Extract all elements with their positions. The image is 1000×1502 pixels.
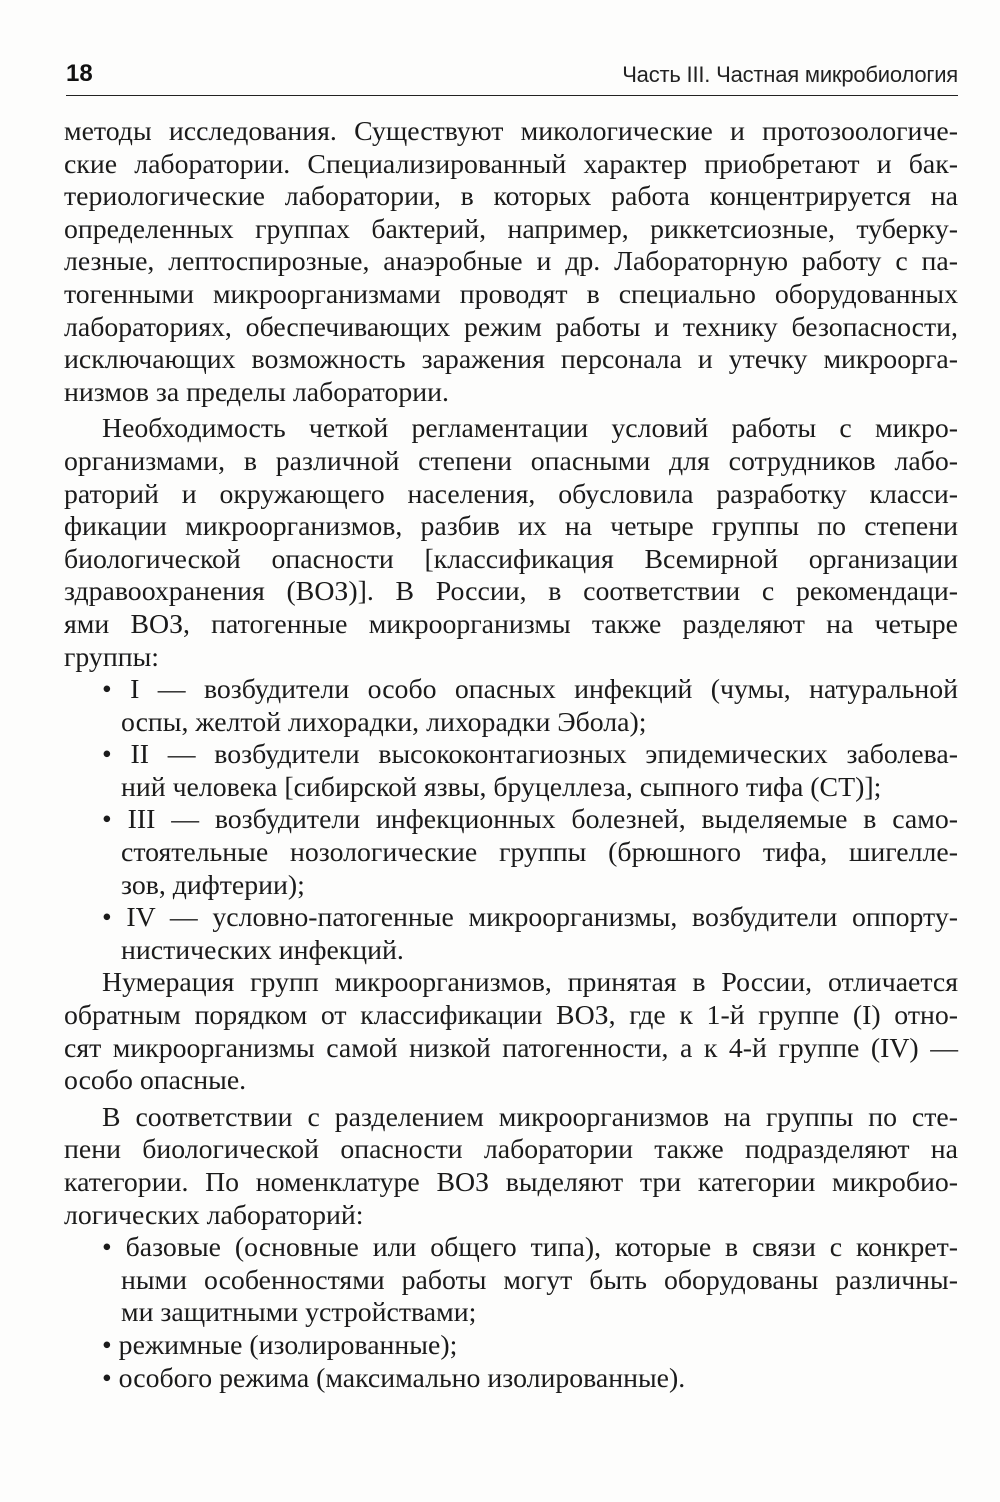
list-item: • II — возбудители высококонтагиозных эпидемических заболева- — [102, 739, 958, 771]
text-line: биологической опасности [классификация Всемирной организации — [64, 543, 958, 575]
text-line: Необходимость четкой регламентации условий работы с микро- — [102, 413, 958, 445]
text-line: В соответствии с разделением микроорганизмов на группы по сте- — [102, 1101, 958, 1133]
running-head — [66, 58, 958, 92]
list-item: • III — возбудители инфекционных болезней, выделяемые в само- — [102, 804, 958, 836]
text-line: ские лаборатории. Специализированный характер приобретают и бак- — [64, 148, 958, 180]
text-line: ми защитными устройствами; — [121, 1297, 477, 1329]
text-line: определенных группах бактерий, например, риккетсиозные, туберку- — [64, 213, 958, 245]
text-line: стоятельные нозологические группы (брюшного тифа, шигелле- — [121, 837, 958, 869]
text-line: териологические лаборатории, в которых работа концентрируется на — [64, 181, 958, 213]
text-line: оспы, желтой лихорадки, лихорадки Эбола); — [121, 706, 647, 738]
text-line: зов, дифтерии); — [121, 869, 305, 901]
text-line: тогенными микроорганизмами проводят в специально оборудованных — [64, 278, 958, 310]
list-item: • базовые (основные или общего типа), которые в связи с конкрет- — [102, 1232, 958, 1264]
text-line: логических лабораторий: — [64, 1199, 364, 1231]
text-line: лабораториях, обеспечивающих режим работы и технику безопасности, — [64, 311, 958, 343]
text-line: пени биологической опасности лаборатории также подразделяют на — [64, 1134, 958, 1166]
section-title: Часть III. Частная микробиология — [622, 62, 958, 87]
text-line: Нумерация групп микроорганизмов, принятая в России, отличается — [102, 967, 958, 999]
text-line: группы: — [64, 641, 159, 673]
text-line: сят микроорганизмы самой низкой патогенности, а к 4-й группе (IV) — — [64, 1032, 958, 1064]
text-line: ями ВОЗ, патогенные микроорганизмы также разделяют на четыре — [64, 608, 958, 640]
text-line: нистических инфекций. — [121, 934, 404, 966]
text-line: организмами, в различной степени опасными для сотрудников лабо- — [64, 445, 958, 477]
text-line: обратным порядком от классификации ВОЗ, где к 1-й группе (I) отно- — [64, 1000, 958, 1032]
text-line: здравоохранения (ВОЗ)]. В России, в соответствии с рекомендаци- — [64, 576, 958, 608]
text-line: ний человека [сибирской язвы, бруцеллеза, сыпного тифа (СТ)]; — [121, 771, 882, 803]
list-item: • режимные (изолированные); — [102, 1329, 458, 1361]
text-line: ными особенностями работы могут быть оборудованы различны- — [121, 1264, 958, 1296]
header-rule — [66, 95, 958, 96]
text-line: методы исследования. Существуют микологические и протозоологиче- — [64, 116, 958, 147]
text-line: фикации микроорганизмов, разбив их на четыре группы по степени — [64, 511, 958, 543]
list-item: • особого режима (максимально изолированные). — [102, 1362, 686, 1394]
text-line: особо опасные. — [64, 1065, 247, 1097]
text-line: низмов за пределы лаборатории. — [64, 376, 449, 408]
text-line: исключающих возможность заражения персонала и утечку микроорга- — [64, 344, 958, 376]
text-line: лезные, лептоспирозные, анаэробные и др. Лабораторную работу с па- — [64, 246, 958, 278]
page-number: 18 — [66, 60, 93, 87]
text-line: раторий и окружающего населения, обусловила разработку класси- — [64, 478, 958, 510]
text-line: категории. По номенклатуре ВОЗ выделяют три категории микробио- — [64, 1167, 958, 1198]
list-item: • I — возбудители особо опасных инфекций (чумы, натуральной — [102, 674, 958, 706]
body-text — [64, 116, 958, 1395]
list-item: • IV — условно-патогенные микроорганизмы, возбудители оппорту- — [102, 902, 958, 934]
